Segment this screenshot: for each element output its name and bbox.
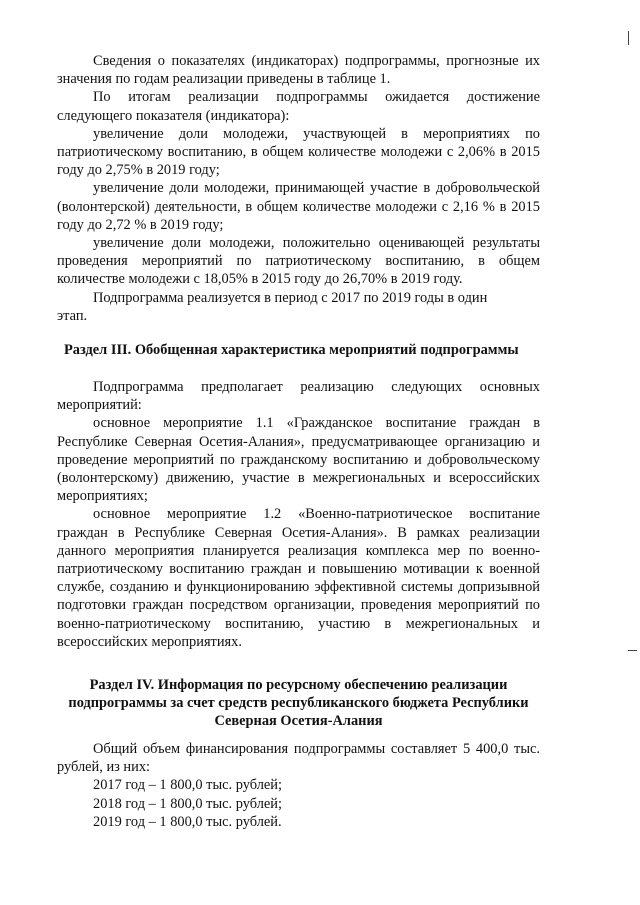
- paragraph-indicator-positive: увеличение доли молодежи, положительно оценивающей результаты проведения мероприятий по патриотическому воспитанию, в общем количестве молодежи с 18,05% в 2015 году до 26,70% в 2019 году.: [57, 235, 540, 288]
- paragraph-indicator-volunteer: увеличение доли молодежи, принимающей участие в добровольческой (волонтерской) деятельности, в общем количестве молодежи с 2,16 % в 2015 году до 2,72 % в 2019 году;: [57, 180, 540, 233]
- section-3-title: Раздел III. Обобщенная характеристика мероприятий подпрограммы: [64, 342, 519, 358]
- section-4-title: [57, 676, 540, 731]
- paragraph-indicators-reference: Сведения о показателях (индикаторах) подпрограммы, прогнозные их значения по годам реализации приведены в таблице 1.: [57, 53, 540, 88]
- section-3-body: [57, 378, 540, 651]
- section-4-title-line2: подпрограммы за счет средств республиканского бюджета Республики: [68, 695, 529, 712]
- financing-year-2019: 2019 год – 1 800,0 тыс. рублей.: [93, 813, 282, 830]
- section-4-title-line3: Северная Осетия-Алания: [214, 713, 383, 730]
- paragraph-indicator-patriotic: увеличение доли молодежи, участвующей в мероприятиях по патриотическому воспитанию, в общем количестве молодежи с 2,06% в 2015 году до 2,75% в 2019 году;: [57, 125, 540, 179]
- paragraph-period-line1: Подпрограмма реализуется в период с 2017 по 2019 годы в один: [93, 289, 488, 306]
- section-4-title-line1: Раздел IV. Информация по ресурсному обеспечению реализации: [89, 677, 508, 693]
- section-4-body: [57, 740, 540, 831]
- paragraph-period-line2: этап.: [57, 307, 88, 324]
- paragraph-activity-1-1: основное мероприятие 1.1 «Гражданское воспитание граждан в Республике Северная Осетия-Алания», предусматривающее организацию и проведение мероприятий по гражданскому воспитанию и добровольческому (волонтерскому) движению, участие в межрегиональных и всероссийских мероприятиях;: [57, 415, 540, 505]
- indicators-block: [57, 52, 540, 325]
- paragraph-activity-1-2: основное мероприятие 1.2 «Военно-патриотическое воспитание граждан в Республике Северная Осетия-Алания». В рамках реализации данного мероприятия планируется реализация комплекса мер по военно-патриотическому воспитанию граждан и повышению мотивации к военной службе, созданию и функционированию эффективной системы допризывной подготовки граждан посредством организации, проведения мероприятий по военно-патриотическому воспитанию, участию в межрегиональных и всероссийских мероприятиях.: [57, 506, 540, 650]
- scan-mark-top: [628, 31, 629, 45]
- paragraph-total-financing: Общий объем финансирования подпрограммы составляет 5 400,0 тыс. рублей, из них:: [57, 741, 540, 776]
- financing-year-2017: 2017 год – 1 800,0 тыс. рублей;: [93, 777, 282, 794]
- paragraph-expected-results: По итогам реализации подпрограммы ожидается достижение следующего показателя (индикатора):: [57, 89, 540, 124]
- financing-year-2018: 2018 год – 1 800,0 тыс. рублей;: [93, 795, 282, 812]
- paragraph-main-activities: Подпрограмма предполагает реализацию следующих основных мероприятий:: [57, 379, 540, 414]
- scan-mark-right: [628, 650, 637, 651]
